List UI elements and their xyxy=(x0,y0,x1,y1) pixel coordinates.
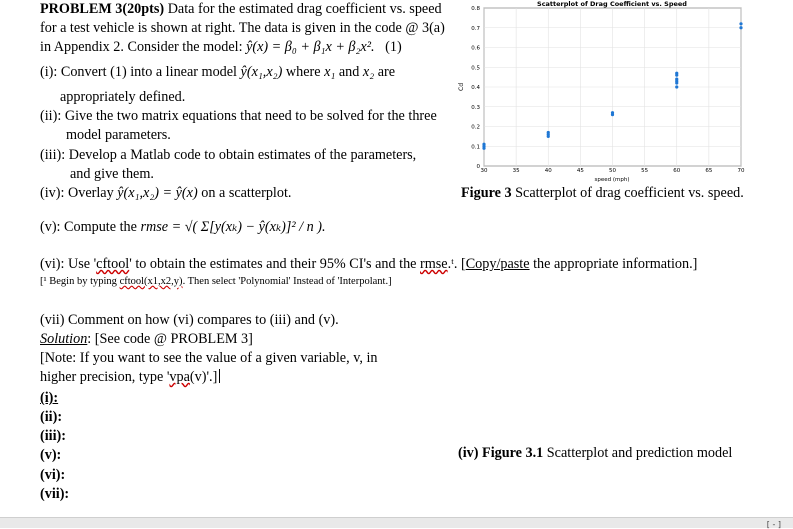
note-text-b: (v)'.] xyxy=(189,369,218,385)
vi-note-b: . Then select 'Polynomial' Instead of 'Interpolant.] xyxy=(182,276,392,287)
data-point xyxy=(675,85,678,88)
part-i-text: (i): Convert (1) into a linear model xyxy=(40,64,241,80)
part-i-x2: x₂ xyxy=(362,64,375,80)
answer-iii: (iii): xyxy=(40,428,66,444)
y-tick-label: 0.7 xyxy=(471,25,480,32)
x-tick-label: 55 xyxy=(641,168,649,174)
figure31-text: Scatterplot and prediction model xyxy=(543,445,733,461)
y-tick-label: 0.3 xyxy=(471,104,480,111)
x-tick-label: 70 xyxy=(737,168,745,174)
plot-ylabel: Cd xyxy=(458,83,465,91)
figure31-label: (iv) Figure 3.1 xyxy=(458,445,544,461)
cftool-word: cftool xyxy=(96,256,130,272)
text-cursor xyxy=(219,369,220,383)
solution-line xyxy=(40,330,253,348)
data-point xyxy=(675,72,678,75)
note-text-a: higher precision, type ' xyxy=(40,369,170,385)
answer-ii: (ii): xyxy=(40,409,63,425)
y-tick-label: 0.4 xyxy=(471,85,480,91)
part-vi-1 xyxy=(40,255,697,273)
vpa-word: vpa xyxy=(169,369,190,385)
y-tick-label: 0.6 xyxy=(471,45,480,52)
data-point xyxy=(739,26,742,29)
part-vii: (vii) Comment on how (vi) compares to (iii) and (v). xyxy=(40,312,339,328)
y-tick-label: 0.2 xyxy=(471,124,480,131)
answer-v: (v): xyxy=(40,447,62,463)
part-iv-post: on a scatterplot. xyxy=(197,185,292,201)
equation-number: (1) xyxy=(385,39,402,55)
part-vi-text-a: (vi): Use ' xyxy=(40,256,97,272)
part-i-mid: where xyxy=(282,64,325,80)
copy-paste-word: Copy/paste xyxy=(465,256,530,272)
bottom-mark: [ - ] xyxy=(766,520,781,529)
problem-line3-text: in Appendix 2. Consider the model: xyxy=(40,39,247,55)
scatterplot xyxy=(455,0,755,182)
problem-line3 xyxy=(40,38,402,56)
answer-vii: (vii): xyxy=(40,486,70,502)
data-point xyxy=(547,131,550,134)
data-point xyxy=(482,143,485,146)
part-iv-eq: ŷ(x₁,x₂) = ŷ(x) xyxy=(117,185,198,201)
x-tick-label: 50 xyxy=(609,168,616,174)
part-i-x1: x₁ xyxy=(324,64,336,80)
figure3-label: Figure 3 xyxy=(461,185,512,201)
part-vi-text-c: .ᵗ. [ xyxy=(447,256,466,272)
figure3-text: Scatterplot of drag coefficient vs. speed. xyxy=(511,185,744,201)
x-tick-label: 30 xyxy=(480,168,488,174)
x-tick-label: 40 xyxy=(544,168,552,174)
data-point xyxy=(611,111,614,114)
solution-rest: : [See code @ PROBLEM 3] xyxy=(87,331,253,347)
part-vi-text-d: the appropriate information.] xyxy=(529,256,698,272)
part-ii-1: (ii): Give the two matrix equations that need to be solved for the three xyxy=(40,108,437,124)
model-equation: ŷ(x) = β₀ + β₁x + β₂x². xyxy=(246,39,375,55)
x-tick-label: 65 xyxy=(705,168,713,174)
rmse-equation: rmse = √( Σ[y(xₖ) − ŷ(xₖ)]² / n ). xyxy=(140,219,326,235)
plot-title: Scatterplot of Drag Coefficient vs. Speed xyxy=(537,0,687,8)
x-tick-label: 60 xyxy=(673,168,681,174)
part-iv-text: (iv): Overlay xyxy=(40,185,118,201)
part-v-text: (v): Compute the xyxy=(40,219,141,235)
rmse-word: rmse xyxy=(420,256,448,272)
data-point xyxy=(739,22,742,25)
problem-line2: for a test vehicle is shown at right. The data is given in the code @ 3(a) xyxy=(40,20,445,36)
x-tick-label: 35 xyxy=(512,168,520,174)
note-line2 xyxy=(40,368,220,386)
figure3-caption xyxy=(461,185,744,202)
problem-heading: PROBLEM 3(20pts) xyxy=(40,1,165,17)
answer-i: (i): xyxy=(40,390,59,406)
part-iv xyxy=(40,184,291,202)
vi-note-code: cftool(x1,x2,y) xyxy=(119,276,183,287)
part-v xyxy=(40,218,326,236)
y-tick-label: 0.8 xyxy=(471,6,480,12)
note-line1: [Note: If you want to see the value of a given variable, v, in xyxy=(40,350,378,366)
data-point xyxy=(675,78,678,81)
part-vi-note xyxy=(40,273,392,291)
answer-vi: (vi): xyxy=(40,467,66,483)
problem-line1: Data for the estimated drag coefficient vs. speed xyxy=(164,1,442,17)
problem-heading-line xyxy=(40,0,442,18)
part-ii-2: model parameters. xyxy=(66,127,171,143)
y-tick-label: 0.1 xyxy=(471,144,480,151)
part-iii-1: (iii): Develop a Matlab code to obtain estimates of the parameters, xyxy=(40,147,417,163)
part-i-eq: ŷ(x₁,x₂) xyxy=(240,64,283,80)
x-tick-label: 45 xyxy=(576,168,584,174)
y-tick-label: 0.5 xyxy=(471,65,480,72)
part-vi-text-b: ' to obtain the estimates and their 95% CI's and the xyxy=(129,256,421,272)
part-i-and: and xyxy=(335,64,363,80)
status-bar xyxy=(0,517,793,528)
part-i-post: are xyxy=(374,64,396,80)
part-i-cont: appropriately defined. xyxy=(60,89,186,105)
part-i xyxy=(40,63,395,81)
figure31-caption xyxy=(458,445,732,462)
y-tick-label: 0 xyxy=(476,164,480,170)
vi-note-a: [¹ Begin by typing xyxy=(40,276,120,287)
solution-label: Solution xyxy=(40,331,88,347)
plot-xlabel: speed (mph) xyxy=(594,177,630,182)
part-iii-2: and give them. xyxy=(70,166,154,182)
